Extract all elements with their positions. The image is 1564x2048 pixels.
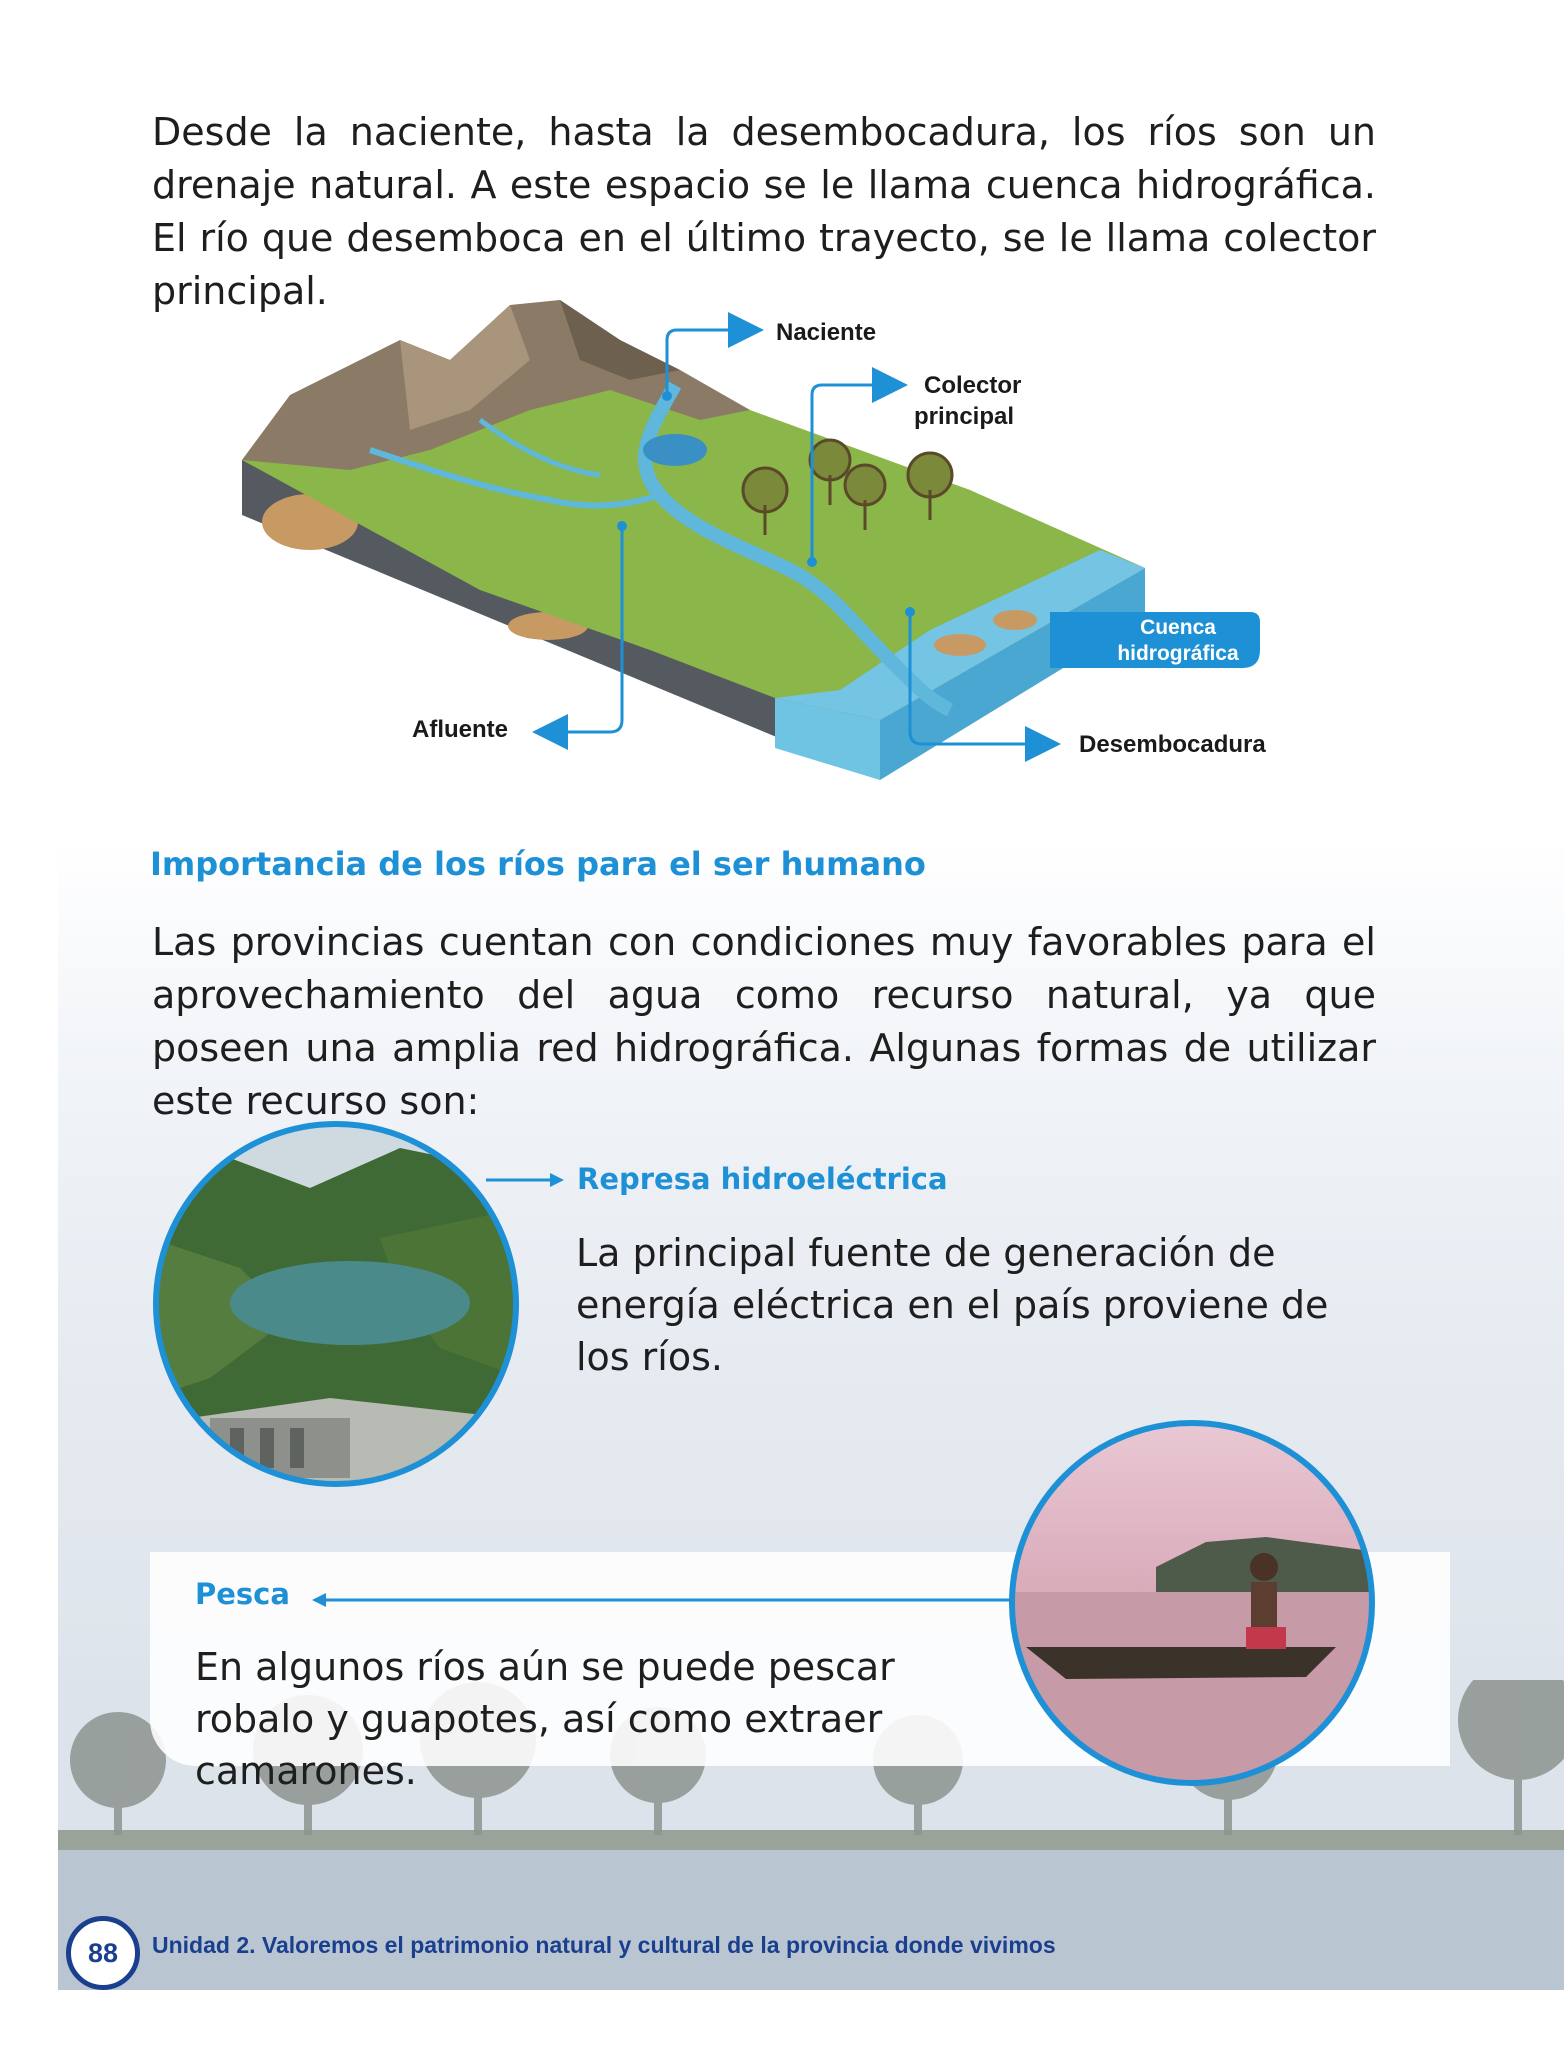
fishing-title: Pesca (195, 1577, 290, 1611)
unit-footer: Unidad 2. Valoremos el patrimonio natural y cultural de la provincia donde vivimos (152, 1932, 1056, 1958)
fishing-photo (1006, 1417, 1378, 1789)
beach-rock (934, 634, 986, 656)
importance-heading: Importancia de los ríos para el ser humano (150, 845, 926, 883)
beach-rock (993, 610, 1037, 630)
page-number: 88 (66, 1916, 140, 1990)
dam-text: La principal fuente de generación de energía eléctrica en el país proviene de los ríos. (576, 1231, 1329, 1379)
dam-title: Represa hidroeléctrica (577, 1162, 948, 1196)
desembocadura-label: Desembocadura (1079, 731, 1266, 758)
cuenca-label-line1: Cuenca (1140, 616, 1216, 639)
importance-paragraph: Las provincias cuentan con condiciones muy favorables para el aprovechamiento del agua como recurso natural, ya que poseen una amplia red hidrográfica. Algunas formas de utilizar este recurso son: (152, 920, 1376, 1123)
dam-arrow (486, 1170, 566, 1190)
fishing-text: En algunos ríos aún se puede pescar robalo y guapotes, así como extraer camarones. (195, 1645, 895, 1793)
cuenca-label-line2: hidrográfica (1117, 642, 1239, 665)
lake (643, 434, 707, 466)
fishing-arrow (312, 1590, 1012, 1610)
intro-paragraph: Desde la naciente, hasta la desembocadura, los ríos son un drenaje natural. A este espacio se le llama cuenca hidrográfica. El río que desemboca en el último trayecto, se le llama colector principal. (152, 110, 1376, 313)
naciente-label: Naciente (776, 319, 877, 346)
colector-label-line2: principal (914, 403, 1015, 430)
afluente-label: Afluente (412, 716, 508, 743)
dam-photo (150, 1118, 522, 1490)
colector-label-line1: Colector (924, 372, 1022, 399)
watershed-diagram (230, 300, 1320, 800)
